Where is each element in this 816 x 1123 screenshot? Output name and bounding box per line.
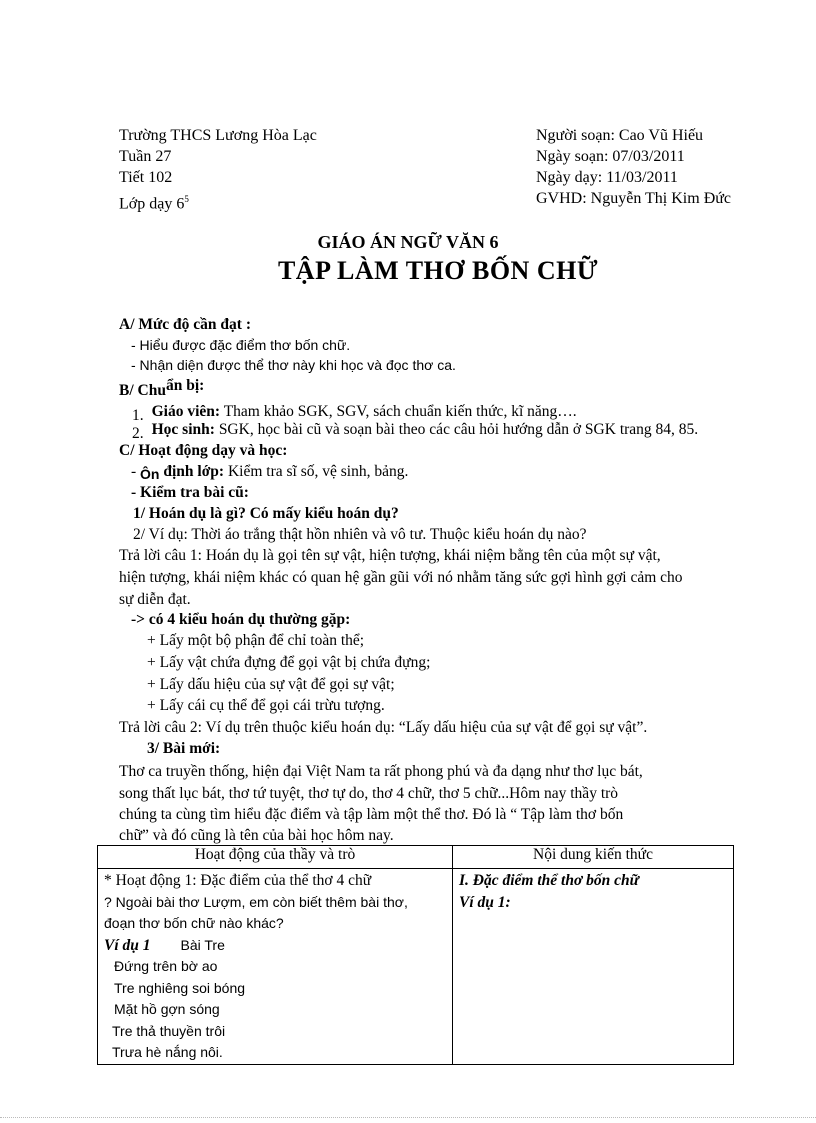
metonymy-type-3: + Lấy dấu hiệu của sự vật để gọi sự vật;: [147, 676, 395, 693]
answer-1-line-3: sự diễn đạt.: [119, 591, 191, 608]
content-example-label: Ví dụ 1:: [459, 893, 511, 911]
prep-teacher-text: Tham khảo SGK, SGV, sách chuẩn kiến thức, kĩ năng….: [220, 403, 577, 420]
poem-line-4: Tre thả thuyền trôi: [112, 1022, 226, 1039]
poem-line-2: Tre nghiêng soi bóng: [114, 979, 246, 996]
class-order-label: định lớp:: [159, 463, 225, 480]
intro-line-2: song thất lục bát, thơ tứ tuyệt, thơ tự do, thơ 4 chữ, thơ 5 chữ...Hôm nay thầy trò: [119, 785, 619, 802]
prep-date: Ngày soạn: 07/03/2011: [536, 148, 685, 165]
intro-line-1: Thơ ca truyền thống, hiện đại Việt Nam ta rất phong phú và đa dạng như thơ lục bát,: [119, 763, 643, 780]
week-label: Tuần 27: [119, 148, 172, 165]
col-header-content: Nội dung kiến thức: [453, 846, 734, 869]
section-b-heading-part2: ẩn bị:: [165, 377, 205, 394]
question-line-1: ? Ngoài bài thơ Lượm, em còn biết thêm bài thơ,: [104, 893, 408, 910]
section-b-heading: [119, 377, 205, 400]
supervisor-label: GVHD: Nguyễn Thị Kim Đức: [536, 190, 732, 207]
poem-title: Bài Tre: [180, 936, 225, 953]
content-section-heading: I. Đặc điểm thể thơ bốn chữ: [459, 872, 639, 889]
page-bottom-rule: [0, 1117, 816, 1118]
author-label: Người soạn: Cao Vũ Hiếu: [536, 127, 704, 144]
intro-line-4: chữ” và đó cũng là tên của bài học hôm nay.: [119, 827, 394, 844]
class-order-line: [131, 463, 408, 481]
poem-line-5: Trưa hè nắng nôi.: [112, 1044, 223, 1060]
answer-1-line-1: Trả lời câu 1: Hoán dụ là gọi tên sự vật, hiện tượng, khái niệm bằng tên của một sự vật,: [119, 547, 661, 564]
content-cell: [453, 869, 734, 1065]
question-1: 1/ Hoán dụ là gì? Có mấy kiểu hoán dụ?: [133, 505, 399, 522]
period-label: Tiết 102: [119, 169, 173, 186]
metonymy-types-intro-text: -> có 4 kiểu hoán dụ thường gặp:: [131, 611, 351, 628]
prep-teacher: [132, 403, 577, 424]
metonymy-type-4: + Lấy cái cụ thể để gọi cái trừu tượng.: [147, 697, 385, 714]
poem-line-3: Mặt hồ gợn sóng: [114, 1001, 220, 1017]
activity-table: [97, 845, 734, 1065]
class-order-text: Kiểm tra sĩ số, vệ sinh, bảng.: [224, 463, 409, 480]
on-word: Ôn: [140, 466, 160, 482]
dash: -: [131, 463, 141, 480]
lesson-plan-title: GIÁO ÁN NGỮ VĂN 6: [317, 232, 499, 252]
intro-line-3: chúng ta cùng tìm hiểu đặc điểm và tập làm một thể thơ. Đó là “ Tập làm thơ bốn: [119, 806, 624, 823]
question-2: 2/ Ví dụ: Thời áo trắng thật hồn nhiên và vô tư. Thuộc kiểu hoán dụ nào?: [133, 526, 587, 543]
example-label: Ví dụ 1: [104, 936, 151, 954]
lesson-title: TẬP LÀM THƠ BỐN CHỮ: [277, 256, 599, 285]
metonymy-type-1: + Lấy một bộ phận để chỉ toàn thể;: [147, 632, 365, 649]
prep-teacher-label: Giáo viên:: [151, 403, 221, 420]
section-a-item-2: - Nhận diện được thể thơ này khi học và đọc thơ ca.: [131, 357, 456, 373]
teach-date: Ngày dạy: 11/03/2011: [536, 169, 678, 186]
prep-student-label: Học sinh:: [151, 421, 215, 438]
section-c-heading: C/ Hoạt động dạy và học:: [119, 442, 288, 459]
question-line-2: đoạn thơ bốn chữ nào khác?: [104, 915, 284, 931]
example-line: [104, 935, 446, 957]
section-a-heading: A/ Mức độ cần đạt :: [119, 316, 251, 333]
school-name: Trường THCS Lương Hòa Lạc: [119, 127, 317, 144]
table-header-row: [98, 846, 734, 869]
answer-1-line-2: hiện tượng, khái niệm khác có quan hệ gần gũi với nó nhằm tăng sức gợi hình gợi cảm cho: [119, 569, 683, 586]
table-row: [98, 869, 734, 1065]
section-b-heading-part1: B/ Chu: [119, 382, 166, 399]
activity-heading: * Hoạt động 1: Đặc điểm của thể thơ 4 chữ: [104, 872, 372, 889]
metonymy-types-intro: [131, 611, 350, 629]
section-a-item-1: - Hiểu được đặc điểm thơ bốn chữ.: [131, 337, 351, 353]
check-old-lesson: - Kiểm tra bài cũ:: [131, 484, 249, 501]
poem-line-1: Đứng trên bờ ao: [114, 958, 218, 974]
class-text: Lớp dạy 6: [119, 195, 185, 213]
list-number: 1.: [132, 407, 144, 424]
col-header-activities: Hoạt động của thầy và trò: [98, 846, 453, 869]
new-lesson-heading: 3/ Bài mới:: [147, 740, 221, 757]
class-label: [119, 189, 189, 214]
class-superscript: 5: [184, 194, 189, 204]
prep-student: [132, 421, 699, 442]
list-number: 2.: [132, 425, 144, 442]
activity-cell: [98, 869, 453, 1065]
metonymy-type-2: + Lấy vật chứa đựng để gọi vật bị chứa đựng;: [147, 654, 431, 671]
answer-2: Trả lời câu 2: Ví dụ trên thuộc kiểu hoán dụ: “Lấy dấu hiệu của sự vật để gọi sự vật”.: [119, 719, 648, 736]
prep-student-text: SGK, học bài cũ và soạn bài theo các câu hỏi hướng dẫn ở SGK trang 84, 85.: [214, 421, 699, 438]
